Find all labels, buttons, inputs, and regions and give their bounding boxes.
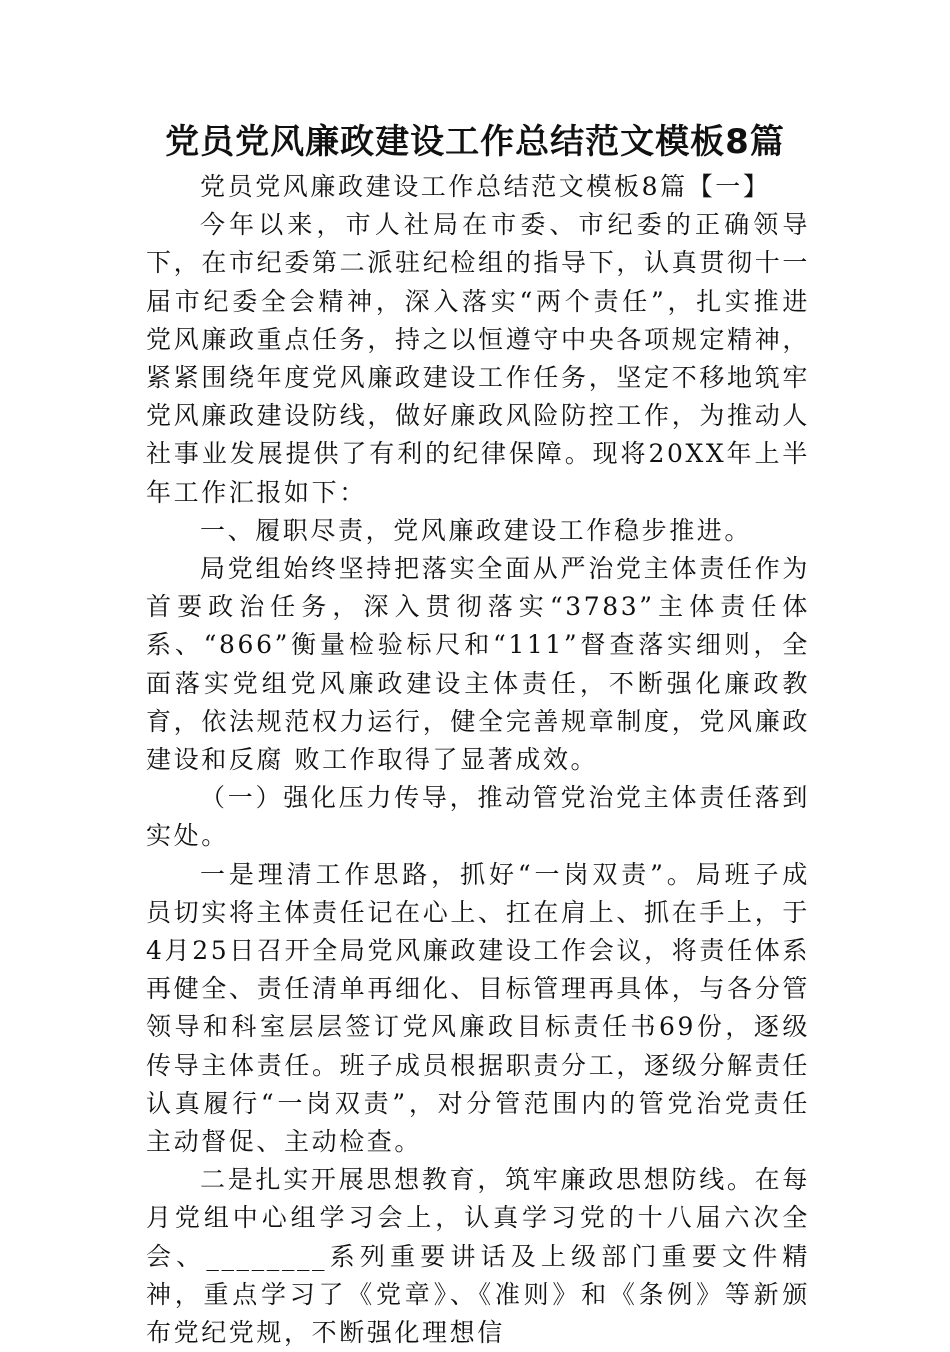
paragraph-heading: 一、履职尽责，党风廉政建设工作稳步推进。: [200, 515, 753, 545]
paragraph: 二是扎实开展思想教育，筑牢廉政思想防线。在每月党组中心组学习会上，认真学习党的十八届六次全会、________系列重要讲话及上级部门重要文件精神，重点学习了《党章》、《准则》和《条例》等新颁布党纪党规，不断强化理想信: [146, 1165, 810, 1348]
section-heading: 党员党风廉政建设工作总结范文模板8篇【一】: [200, 172, 771, 201]
document-title: 党员党风廉政建设工作总结范文模板8篇: [165, 122, 785, 162]
paragraph-subheading: （一）强化压力传导，推动管党治党主体责任落到实处。: [146, 783, 810, 851]
document-body: [146, 168, 810, 1352]
paragraph: 局党组始终坚持把落实全面从严治党主体责任作为首要政治任务，深入贯彻落实“3783”主体责任体系、“866”衡量检验标尺和“111”督查落实细则，全面落实党组党风廉政建设主体责任，不断强化廉政教育，依法规范权力运行，健全完善规章制度，党风廉政建设和反腐 败工作取得了显著成效。: [146, 554, 810, 775]
paragraph: 今年以来，市人社局在市委、市纪委的正确领导下，在市纪委第二派驻纪检组的指导下，认真贯彻十一届市纪委全会精神，深入落实“两个责任”，扎实推进党风廉政重点任务，持之以恒遵守中央各项规定精神，紧紧围绕年度党风廉政建设工作任务，坚定不移地筑牢党风廉政建设防线，做好廉政风险防控工作，为推动人社事业发展提供了有利的纪律保障。现将20XX年上半年工作汇报如下：: [146, 210, 810, 507]
paragraph: 一是理清工作思路，抓好“一岗双责”。局班子成员切实将主体责任记在心上、扛在肩上、抓在手上，于4月25日召开全局党风廉政建设工作会议，将责任体系再健全、责任清单再细化、目标管理再具体，与各分管领导和科室层层签订党风廉政目标责任书69份，逐级传导主体责任。班子成员根据职责分工，逐级分解责任认真履行“一岗双责”，对分管范围内的管党治党责任主动督促、主动检查。: [146, 859, 810, 1157]
